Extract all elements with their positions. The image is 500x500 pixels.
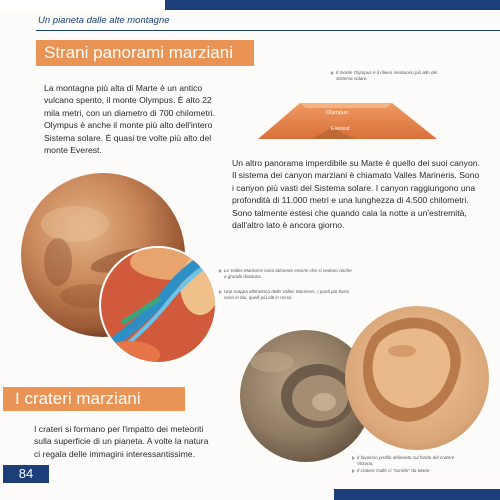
triangle-pointer-icon: [331, 71, 334, 75]
section-header-title: Un pianeta dalle alte montagne: [38, 15, 170, 26]
olympus-label: Olympus: [326, 110, 348, 116]
galle-caption: Il cratere Galle ci "sorride" da Marte.: [357, 468, 431, 473]
section-heading-craters: I crateri marziani: [3, 387, 185, 411]
olympus-profile-graph: [258, 103, 437, 139]
bottom-bar: [334, 489, 500, 500]
triangle-pointer-icon: [219, 269, 222, 273]
galle-crater-image: [345, 306, 489, 450]
olympus-caption: Il monte Olympus è il rilievo montuoso più alto del Sistema solare.: [336, 70, 438, 81]
triangle-pointer-icon: [352, 456, 355, 460]
victoria-caption: Il favoloso profilo delineato sul fondo del cratere Victoria.: [357, 455, 455, 466]
olympus-paragraph: La montagna più alta di Marte è un antico vulcano spento, il monte Olympus. È alto 22 mila metri, con un diametro di 700 chilometri. Olympus è anche il monte più alto dell'intero Sistema solare. È quasi tre volte più alto del monte Everest.: [44, 83, 215, 156]
canyon-paragraph: Un altro panorama imperdibile su Marte è quello dei suoi canyon. Il sistema dei canyon marziani è chiamato Valles Marineris. Sono i canyon più vasti del Sistema solare. I canyon raggiungono una profondità di 11.000 metri e una lunghezza di 4.500 chilometri. Sono talmente estesi che quando cala la notte a un'estremità, dall'altro lato è ancora giorno.: [232, 158, 480, 231]
section-heading-panoramas: Strani panorami marziani: [36, 40, 254, 66]
valles-caption: Le Valles Marineris sono talmente enormi che si vedono anche a grande distanza.: [224, 268, 352, 279]
page-number: 84: [3, 465, 49, 483]
triangle-pointer-icon: [219, 290, 222, 294]
triangle-pointer-icon: [352, 469, 355, 473]
altitude-map-caption: Una mappa altimetrica delle Valles Marineris. I punti più bassi sono in blu, quelli più alti in rosso.: [224, 289, 350, 300]
everest-label: Everest: [331, 126, 350, 132]
craters-paragraph: I crateri si formano per l'impatto dei meteoriti sulla superficie di un pianeta. A volte la natura ci regala delle immagini interessantissime.: [34, 424, 209, 459]
